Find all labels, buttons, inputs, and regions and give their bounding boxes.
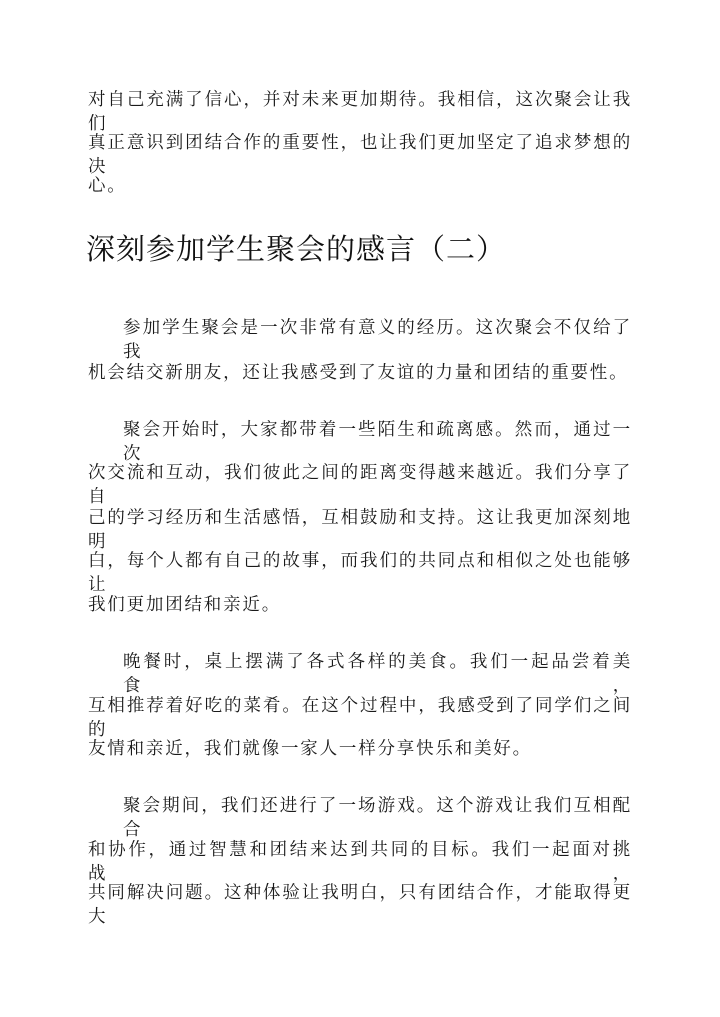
section-heading: 深刻参加学生聚会的感言（二） <box>86 232 507 266</box>
intro-line-2: 真正意识到团结合作的重要性，也让我们更加坚定了追求梦想的决 <box>88 133 632 177</box>
p3-line-3: 友情和亲近，我们就像一家人一样分享快乐和美好。 <box>88 739 532 759</box>
p3-line-1: 晚餐时，桌上摆满了各式各样的美食。我们一起品尝着美食， <box>123 652 632 696</box>
p4-line-3: 共同解决问题。这种体验让我明白，只有团结合作，才能取得更大 <box>88 883 632 927</box>
p3-line-2: 互相推荐着好吃的菜肴。在这个过程中，我感受到了同学们之间的 <box>88 696 632 740</box>
p2-line-5: 我们更加团结和亲近。 <box>88 595 281 615</box>
intro-line-1: 对自己充满了信心，并对未来更加期待。我相信，这次聚会让我们 <box>88 90 632 134</box>
p2-line-3: 己的学习经历和生活感悟，互相鼓励和支持。这让我更加深刻地明 <box>88 508 632 552</box>
p2-line-2: 次交流和互动，我们彼此之间的距离变得越来越近。我们分享了自 <box>88 463 632 507</box>
intro-line-3: 心。 <box>88 176 127 196</box>
p2-line-4: 白，每个人都有自己的故事，而我们的共同点和相似之处也能够让 <box>88 551 632 595</box>
p2-line-1: 聚会开始时，大家都带着一些陌生和疏离感。然而，通过一次 <box>123 420 632 464</box>
p4-line-1: 聚会期间，我们还进行了一场游戏。这个游戏让我们互相配合 <box>123 796 632 840</box>
p1-line-2: 机会结交新朋友，还让我感受到了友谊的力量和团结的重要性。 <box>88 363 629 383</box>
p1-line-1: 参加学生聚会是一次非常有意义的经历。这次聚会不仅给了我 <box>123 318 632 362</box>
p4-line-2: 和协作，通过智慧和团结来达到共同的目标。我们一起面对挑战， <box>88 840 632 884</box>
